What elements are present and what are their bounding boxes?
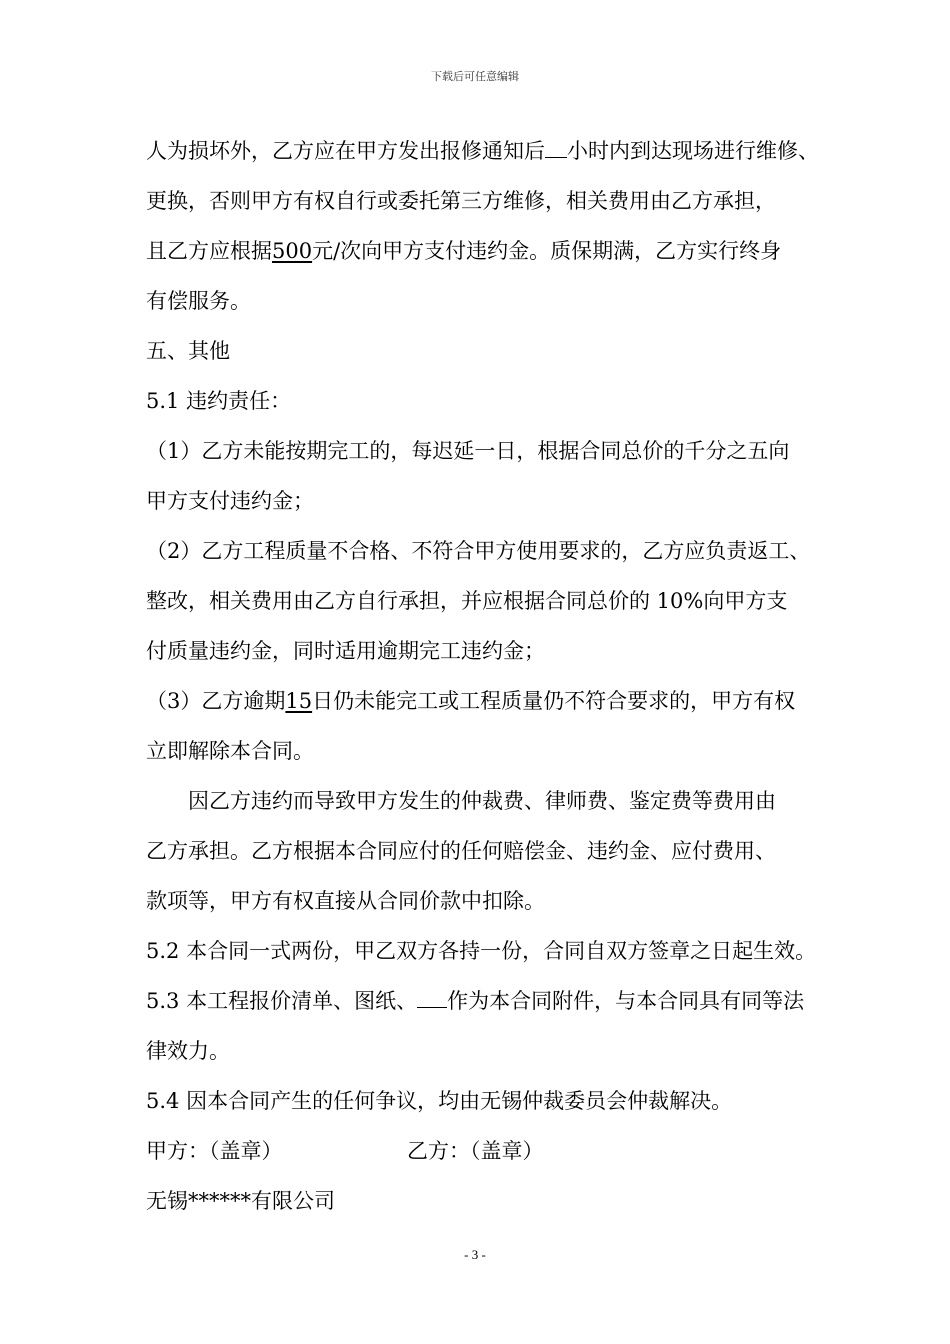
company-name: 无锡******有限公司 [146,1189,335,1213]
clause-line: 律效力。 [146,1039,230,1063]
fill-blank [417,989,447,1008]
section-heading: 五、其他 [146,339,230,363]
party-a-seal: 甲方：（盖章） [146,1139,283,1163]
clause-line [146,986,804,1016]
list-item-line [146,686,795,716]
paragraph-line: 有偿服务。 [146,289,251,313]
paragraph-line [146,236,781,266]
text-segment: 作为本合同附件，与本合同具有同等法 [447,989,805,1013]
clause-line: 5.2 本合同一式两份，甲乙双方各持一份，合同自双方签章之日起生效。 [146,939,817,963]
party-b-seal: 乙方：（盖章） [407,1139,544,1163]
paragraph-line: 乙方承担。乙方根据本合同应付的任何赔偿金、违约金、应付费用、 [146,839,776,863]
list-item-line: 甲方支付违约金； [146,489,314,513]
fill-blank [545,139,567,158]
list-item-line: （2）乙方工程质量不合格、不符合甲方使用要求的，乙方应负责返工、 [146,539,811,563]
list-item-line: （1）乙方未能按期完工的，每迟延一日，根据合同总价的千分之五向 [146,439,790,463]
list-item-line: 整改，相关费用由乙方自行承担，并应根据合同总价的 10%向甲方支 [146,589,788,613]
clause-heading: 5.1 违约责任： [146,389,292,413]
text-segment: 小时内到达现场进行维修、 [567,139,819,163]
list-item-line: 立即解除本合同。 [146,739,314,763]
text-segment: 人为损坏外，乙方应在甲方发出报修通知后 [146,139,545,163]
text-segment: 日仍未能完工或工程质量仍不符合要求的，甲方有权 [312,689,796,713]
paragraph-line: 款项等，甲方有权直接从合同价款中扣除。 [146,889,545,913]
days-field: 15 [285,689,313,713]
list-item-line: 付质量违约金，同时适用逾期完工违约金； [146,639,545,663]
text-segment: 元/次向甲方支付违约金。质保期满，乙方实行终身 [312,239,782,263]
text-segment: 且乙方应根据 [146,239,272,263]
page-header: 下载后可任意编辑 [431,70,519,83]
paragraph-line [146,136,819,166]
paragraph-line: 因乙方违约而导致甲方发生的仲裁费、律师费、鉴定费等费用由 [188,789,776,813]
text-segment: 5.3 本工程报价清单、图纸、 [146,989,418,1013]
page-number: - 3 - [464,1247,486,1262]
text-segment: （3）乙方逾期 [146,689,286,713]
paragraph-line: 更换，否则甲方有权自行或委托第三方维修，相关费用由乙方承担， [146,189,776,213]
amount-field: 500 [272,239,313,263]
clause-line: 5.4 因本合同产生的任何争议，均由无锡仲裁委员会仲裁解决。 [146,1089,733,1113]
